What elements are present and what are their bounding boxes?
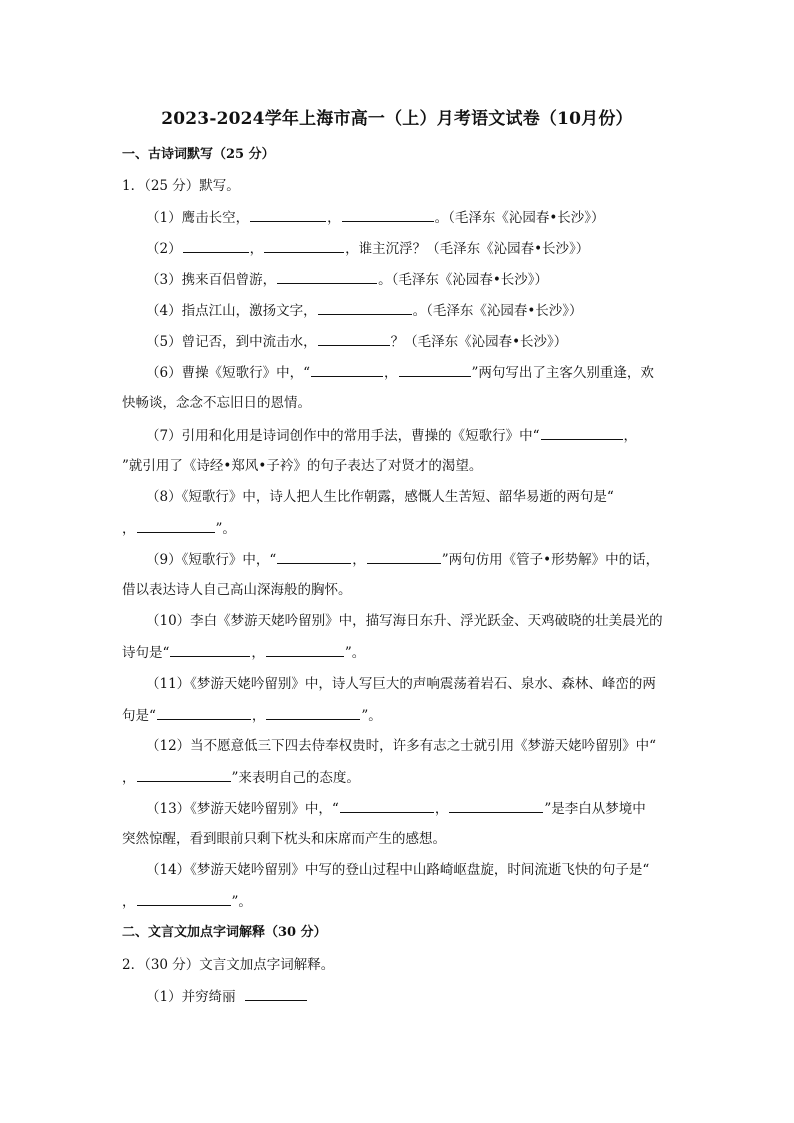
q1-item-11-cont: 句是“ ， ”。 xyxy=(122,708,382,724)
answer-blank[interactable] xyxy=(342,208,434,222)
q1-item-11: （11）《梦游天姥吟留别》中，诗人写巨大的声响震荡着岩石、泉水、森林、峰峦的两 xyxy=(146,676,656,692)
answer-blank[interactable] xyxy=(277,270,377,284)
q1-item-9-cont: 借以表达诗人自己高山深海般的胸怀。 xyxy=(122,582,352,598)
answer-blank[interactable] xyxy=(318,332,390,346)
q1-item-8: （8）《短歌行》中，诗人把人生比作朝露，感慨人生苦短、韶华易逝的两句是“ xyxy=(146,489,614,505)
q1-item-12: （12）当不愿意低三下四去侍奉权贵时，许多有志之士就引用《梦游天姥吟留别》中“ xyxy=(146,738,657,754)
q1-item-6-cont: 快畅谈，念念不忘旧日的恩情。 xyxy=(122,395,311,411)
answer-blank[interactable] xyxy=(277,550,351,564)
answer-blank[interactable] xyxy=(311,363,383,377)
q1-item-6: （6）曹操《短歌行》中，“ ， ”两句写出了主客久别重逢，欢 xyxy=(146,365,654,381)
q1-item-9: （9）《短歌行》中，“ ， ”两句仿用《管子•形势解》中的话， xyxy=(146,552,660,568)
q1-item-1: （1）鹰击长空， ， 。（毛泽东《沁园春•长沙》） xyxy=(146,210,605,226)
q1-item-10: （10）李白《梦游天姥吟留别》中，描写海日东升、浮光跃金、天鸡破晓的壮美晨光的 xyxy=(146,613,663,629)
answer-blank[interactable] xyxy=(245,987,307,1001)
answer-blank[interactable] xyxy=(266,706,360,720)
answer-blank[interactable] xyxy=(399,363,471,377)
q1-item-13: （13）《梦游天姥吟留别》中，“ ， ”是李白从梦境中 xyxy=(146,801,646,817)
q1-item-7-cont: ”就引用了《诗经•郑风•子衿》的句子表达了对贤才的渴望。 xyxy=(122,458,483,474)
q1-item-13-cont: 突然惊醒，看到眼前只剩下枕头和床席而产生的感想。 xyxy=(122,831,446,847)
q1-item-14-cont: ， ”。 xyxy=(122,894,252,910)
answer-blank[interactable] xyxy=(137,892,231,906)
answer-blank[interactable] xyxy=(340,799,434,813)
answer-blank[interactable] xyxy=(250,208,326,222)
q1-item-8-cont: ， ”。 xyxy=(122,521,236,537)
answer-blank[interactable] xyxy=(264,239,344,253)
answer-blank[interactable] xyxy=(449,799,543,813)
q2-item-1: （1）并穷绮丽 xyxy=(146,987,308,1006)
answer-blank[interactable] xyxy=(137,768,231,782)
question-2-stem: 2．（30 分）文言文加点字词解释。 xyxy=(122,957,335,973)
section-2-heading: 二、文言文加点字词解释（30 分） xyxy=(122,925,327,940)
answer-blank[interactable] xyxy=(170,643,250,657)
q1-item-12-cont: ， ”来表明自己的态度。 xyxy=(122,770,360,786)
answer-blank[interactable] xyxy=(266,643,344,657)
q1-item-4: （4）指点江山，激扬文字， 。（毛泽东《沁园春•长沙》） xyxy=(146,303,583,319)
answer-blank[interactable] xyxy=(183,239,249,253)
answer-blank[interactable] xyxy=(367,550,441,564)
q1-item-7: （7）引用和化用是诗词创作中的常用手法，曹操的《短歌行》中“ ， xyxy=(146,428,637,444)
answer-blank[interactable] xyxy=(318,301,412,315)
page-title: 2023-2024学年上海市高一（上）月考语文试卷（10月份） xyxy=(161,109,633,129)
answer-blank[interactable] xyxy=(137,519,215,533)
question-1-stem: 1．（25 分）默写。 xyxy=(122,178,240,194)
q1-item-3: （3）携来百侣曾游， 。（毛泽东《沁园春•长沙》） xyxy=(146,272,549,288)
section-1-heading: 一、古诗词默写（25 分） xyxy=(122,147,275,162)
q1-item-2: （2） ， ，谁主沉浮？（毛泽东《沁园春•长沙》） xyxy=(146,241,590,257)
q1-item-14: （14）《梦游天姥吟留别》中写的登山过程中山路崎岖盘旋，时间流逝飞快的句子是“ xyxy=(146,862,650,878)
answer-blank[interactable] xyxy=(157,706,251,720)
answer-blank[interactable] xyxy=(541,426,623,440)
q1-item-5: （5）曾记否，到中流击水， ？（毛泽东《沁园春•长沙》） xyxy=(146,334,568,350)
q1-item-10-cont: 诗句是“ ， ”。 xyxy=(122,645,366,661)
